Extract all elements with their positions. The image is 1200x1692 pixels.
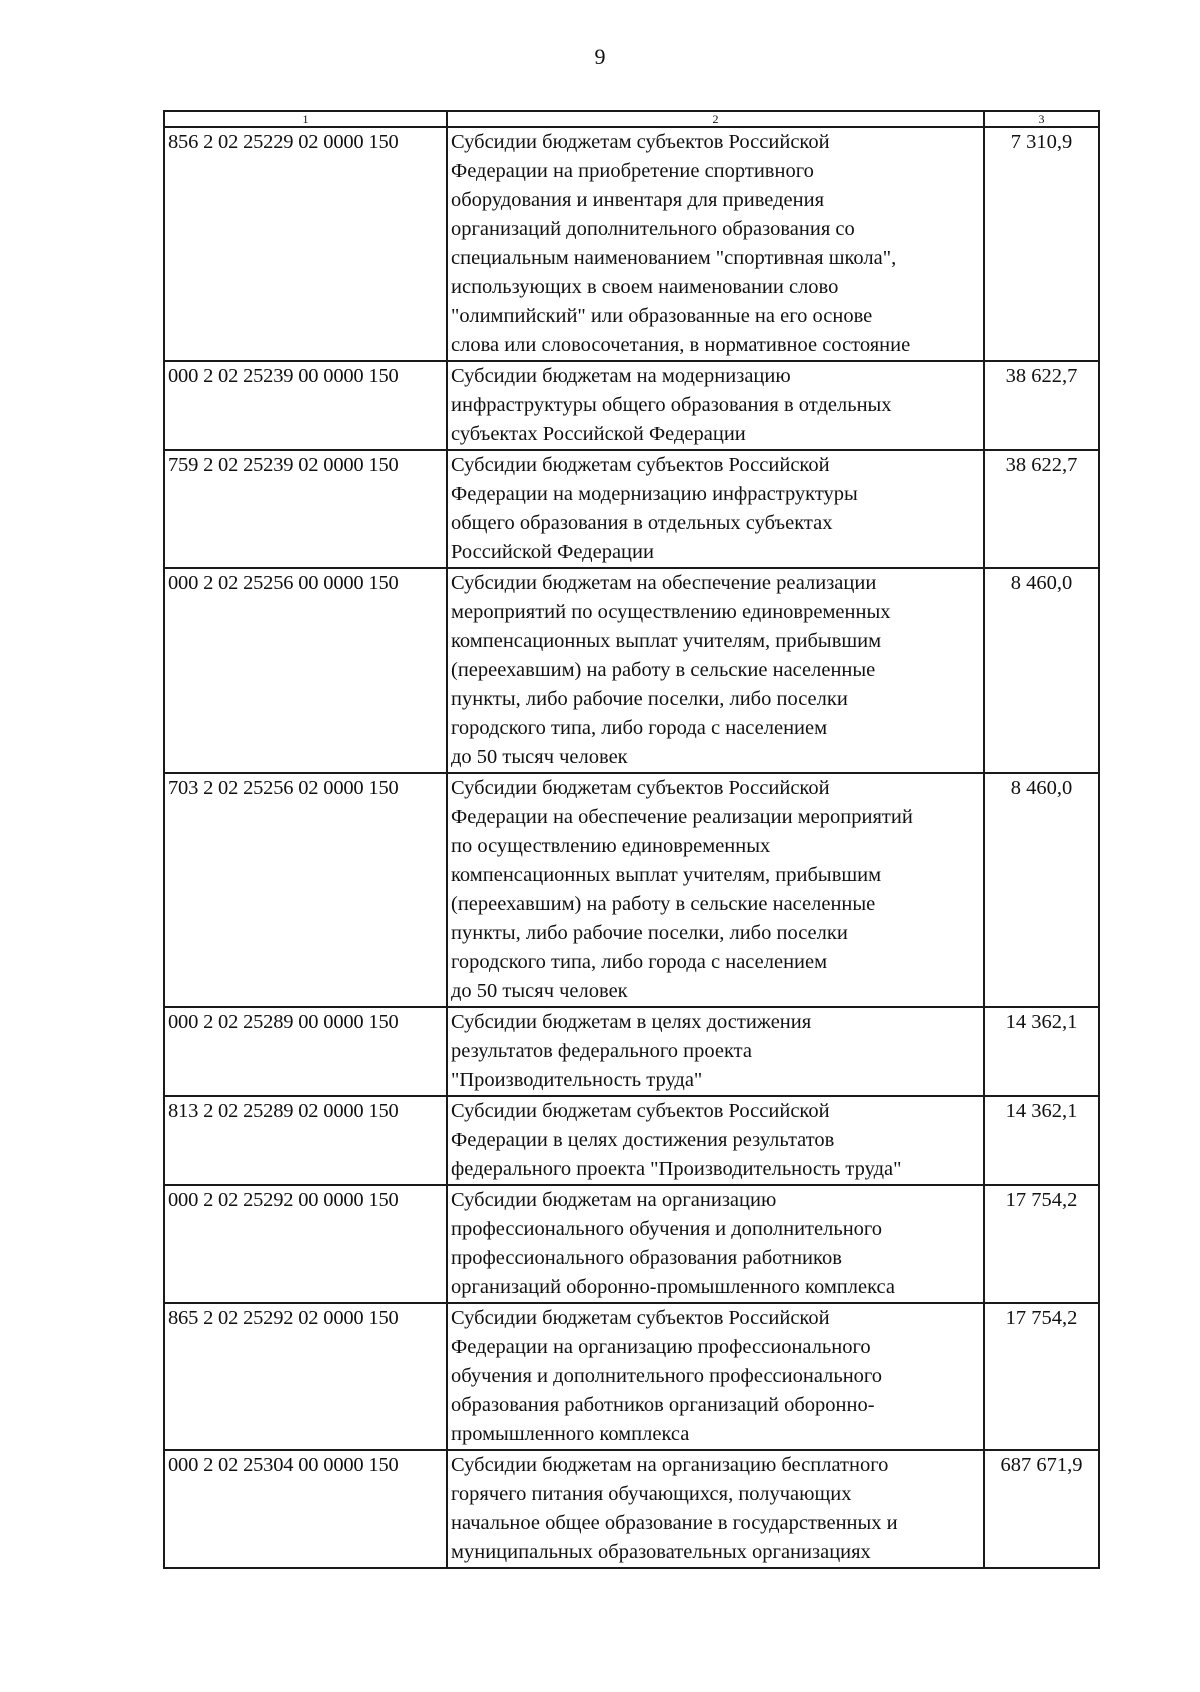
budget-code-cell: 000 2 02 25304 00 0000 150 <box>164 1450 447 1568</box>
description-line: пункты, либо рабочие поселки, либо поселки <box>451 688 848 710</box>
description-cell <box>447 1096 984 1185</box>
description-cell <box>447 568 984 773</box>
description-line: Субсидии бюджетам субъектов Российской <box>451 1307 830 1329</box>
table-row <box>164 568 1099 773</box>
column-header-amount: 3 <box>984 111 1099 127</box>
description-line: профессионального образования работников <box>451 1247 842 1269</box>
budget-code-cell: 865 2 02 25292 02 0000 150 <box>164 1303 447 1450</box>
table-row <box>164 1096 1099 1185</box>
amount-cell: 7 310,9 <box>984 127 1099 361</box>
table-row <box>164 773 1099 1007</box>
budget-code-cell: 000 2 02 25289 00 0000 150 <box>164 1007 447 1096</box>
description-line: начальное общее образование в государственных и <box>451 1512 898 1534</box>
description-line: до 50 тысяч человек <box>451 980 628 1002</box>
description-line: профессионального обучения и дополнительного <box>451 1218 883 1240</box>
table-header-row <box>164 111 1099 127</box>
description-line: (переехавшим) на работу в сельские населенные <box>451 659 876 681</box>
amount-cell: 687 671,9 <box>984 1450 1099 1568</box>
table-row <box>164 450 1099 568</box>
page-number: 9 <box>594 44 606 69</box>
description-line: городского типа, либо города с населением <box>451 951 828 973</box>
budget-code-cell: 856 2 02 25229 02 0000 150 <box>164 127 447 361</box>
table-row <box>164 1450 1099 1568</box>
description-cell <box>447 361 984 450</box>
amount-cell: 17 754,2 <box>984 1185 1099 1303</box>
description-line: Субсидии бюджетам на модернизацию <box>451 365 791 387</box>
description-line: муниципальных образовательных организациях <box>451 1541 871 1563</box>
description-cell <box>447 1303 984 1450</box>
table-row <box>164 127 1099 361</box>
description-line: Субсидии бюджетам субъектов Российской <box>451 454 830 476</box>
amount-cell: 8 460,0 <box>984 773 1099 1007</box>
amount-cell: 8 460,0 <box>984 568 1099 773</box>
description-line: по осуществлению единовременных <box>451 835 771 857</box>
description-line: организаций оборонно-промышленного комплекса <box>451 1276 895 1298</box>
description-line: компенсационных выплат учителям, прибывшим <box>451 864 882 886</box>
description-line: организаций дополнительного образования со <box>451 218 855 240</box>
description-line: Субсидии бюджетам в целях достижения <box>451 1011 812 1033</box>
description-line: инфраструктуры общего образования в отдельных <box>451 394 892 416</box>
description-line: мероприятий по осуществлению единовременных <box>451 601 891 623</box>
description-line: обучения и дополнительного профессионального <box>451 1365 883 1387</box>
description-line: Федерации на модернизацию инфраструктуры <box>451 483 858 505</box>
budget-code-cell: 703 2 02 25256 02 0000 150 <box>164 773 447 1007</box>
description-line: горячего питания обучающихся, получающих <box>451 1483 852 1505</box>
description-line: специальным наименованием "спортивная школа", <box>451 247 897 269</box>
column-header-description: 2 <box>447 111 984 127</box>
description-line: Российской Федерации <box>451 541 654 563</box>
description-line: слова или словосочетания, в нормативное состояние <box>451 334 911 356</box>
amount-cell: 38 622,7 <box>984 450 1099 568</box>
description-line: Федерации в целях достижения результатов <box>451 1129 835 1151</box>
description-line: компенсационных выплат учителям, прибывшим <box>451 630 882 652</box>
amount-cell: 38 622,7 <box>984 361 1099 450</box>
description-line: Федерации на приобретение спортивного <box>451 160 814 182</box>
description-cell <box>447 1185 984 1303</box>
description-cell <box>447 773 984 1007</box>
budget-table <box>163 110 1100 1569</box>
description-line: оборудования и инвентаря для приведения <box>451 189 825 211</box>
description-cell <box>447 127 984 361</box>
description-line: федерального проекта "Производительность труда" <box>451 1158 902 1180</box>
description-line: Субсидии бюджетам субъектов Российской <box>451 131 830 153</box>
table-row <box>164 1007 1099 1096</box>
description-line: Субсидии бюджетам на обеспечение реализации <box>451 572 877 594</box>
description-line: до 50 тысяч человек <box>451 746 628 768</box>
amount-cell: 17 754,2 <box>984 1303 1099 1450</box>
description-line: Субсидии бюджетам субъектов Российской <box>451 777 830 799</box>
budget-code-cell: 000 2 02 25239 00 0000 150 <box>164 361 447 450</box>
description-line: "Производительность труда" <box>451 1069 703 1091</box>
budget-code-cell: 813 2 02 25289 02 0000 150 <box>164 1096 447 1185</box>
description-line: "олимпийский" или образованные на его основе <box>451 305 873 327</box>
description-line: Субсидии бюджетам субъектов Российской <box>451 1100 830 1122</box>
description-cell <box>447 1007 984 1096</box>
amount-cell: 14 362,1 <box>984 1096 1099 1185</box>
description-cell <box>447 1450 984 1568</box>
description-line: использующих в своем наименовании слово <box>451 276 839 298</box>
column-header-code: 1 <box>164 111 447 127</box>
description-line: образования работников организаций оборонно- <box>451 1394 875 1416</box>
table-row <box>164 361 1099 450</box>
description-line: Субсидии бюджетам на организацию бесплатного <box>451 1454 889 1476</box>
description-line: промышленного комплекса <box>451 1423 690 1445</box>
description-line: пункты, либо рабочие поселки, либо поселки <box>451 922 848 944</box>
description-line: результатов федерального проекта <box>451 1040 752 1062</box>
description-line: общего образования в отдельных субъектах <box>451 512 833 534</box>
description-line: городского типа, либо города с населением <box>451 717 828 739</box>
description-line: субъектах Российской Федерации <box>451 423 746 445</box>
table-row <box>164 1185 1099 1303</box>
description-line: (переехавшим) на работу в сельские населенные <box>451 893 876 915</box>
budget-code-cell: 759 2 02 25239 02 0000 150 <box>164 450 447 568</box>
table-row <box>164 1303 1099 1450</box>
description-cell <box>447 450 984 568</box>
description-line: Федерации на организацию профессионального <box>451 1336 871 1358</box>
amount-cell: 14 362,1 <box>984 1007 1099 1096</box>
budget-code-cell: 000 2 02 25256 00 0000 150 <box>164 568 447 773</box>
description-line: Федерации на обеспечение реализации мероприятий <box>451 806 913 828</box>
description-line: Субсидии бюджетам на организацию <box>451 1189 777 1211</box>
budget-code-cell: 000 2 02 25292 00 0000 150 <box>164 1185 447 1303</box>
